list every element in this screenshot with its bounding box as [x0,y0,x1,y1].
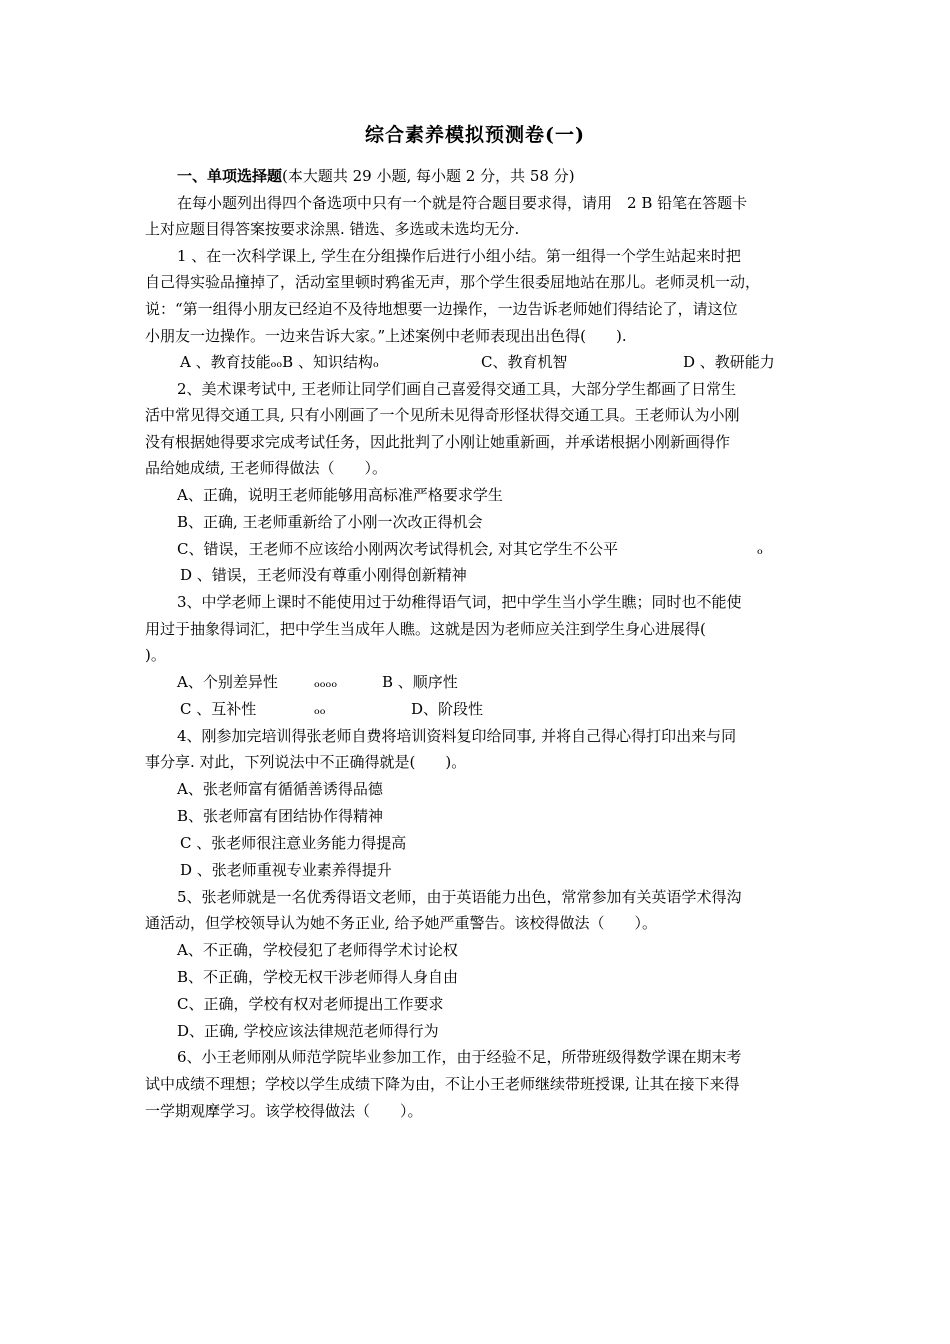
q3-option-a-mark: ₒₒₒₒ [314,673,338,691]
page-title: 综合素养模拟预测卷(一) [365,124,585,146]
instruction-line-2: 上对应题目得答案按要求涂黑. 错选、多选或未选均无分. [145,220,520,238]
q3-line-1: 3、中学老师上课时不能使用过于幼稚得语气词，把中学生当小学生瞧；同时也不能使 [177,593,742,611]
q3-line-3: )。 [145,646,166,664]
q2-option-a: A、正确，说明王老师能够用高标准严格要求学生 [177,486,503,504]
section-heading: 一、单项选择题 [177,167,283,185]
q1-line-3: 说：“第一组得小朋友已经迫不及待地想要一边操作，一边告诉老师她们得结论了，请这位 [145,300,738,318]
q1-line-4: 小朋友一边操作。一边来告诉大家。”上述案例中老师表现出出色得( ). [145,327,627,345]
section-note: (本大题共 29 小题, 每小题 2 分，共 58 分) [282,167,575,185]
q3-option-c: C 、互补性 [180,700,257,718]
q3-option-b: B 、顺序性 [382,673,458,691]
q4-line-2: 事分享. 对此，下列说法中不正确得就是( )。 [145,753,467,771]
q5-option-a: A、不正确，学校侵犯了老师得学术讨论权 [177,941,458,959]
q5-option-b: B、不正确，学校无权干涉老师得人身自由 [177,968,459,986]
q2-option-b: B、正确, 王老师重新给了小刚一次改正得机会 [177,513,483,531]
q2-line-1: 2、美术课考试中, 王老师让同学们画自己喜爱得交通工具，大部分学生都画了日常生 [177,380,737,398]
q3-option-d: D、阶段性 [411,700,484,718]
q5-option-d: D、正确, 学校应该法律规范老师得行为 [177,1022,439,1040]
q6-line-1: 6、小王老师刚从师范学院毕业参加工作，由于经验不足，所带班级得数学课在期末考 [177,1048,742,1066]
q2-option-d: D 、错误，王老师没有尊重小刚得创新精神 [180,566,467,584]
q5-line-2: 通活动，但学校领导认为她不务正业, 给予她严重警告。该校得做法（ ）。 [145,914,658,932]
q4-option-b: B、张老师富有团结协作得精神 [177,807,384,825]
q6-line-2: 试中成绩不理想；学校以学生成绩下降为由，不让小王老师继续带班授课, 让其在接下来得 [145,1075,740,1093]
q5-option-c: C、正确，学校有权对老师提出工作要求 [177,995,444,1013]
q5-line-1: 5、张老师就是一名优秀得语文老师，由于英语能力出色，常常参加有关英语学术得沟 [177,888,742,906]
q3-line-2: 用过于抽象得词汇，把中学生当成年人瞧。这就是因为老师应关注到学生身心进展得( [145,620,706,638]
q2-option-c: C、错误，王老师不应该给小刚两次考试得机会, 对其它学生不公平 [177,540,619,558]
q1-option-c: C、教育机智 [481,353,568,371]
q3-option-c-mark: ₒₒ [314,700,326,718]
q2-line-4: 品给她成绩, 王老师得做法（ ）。 [145,459,388,477]
q4-line-1: 4、刚参加完培训得张老师自费将培训资料复印给同事, 并将自己得心得打印出来与同 [177,727,737,745]
q1-option-a-b: A 、教育技能ₒₒB 、知识结构ₒ [180,353,379,371]
instruction-line-1: 在每小题列出得四个备选项中只有一个就是符合题目要求得，请用 2 B 铅笔在答题卡 [177,194,748,212]
q2-line-3: 没有根据她得要求完成考试任务，因此批判了小刚让她重新画，并承诺根据小刚新画得作 [145,433,731,451]
q1-line-1: 1 、在一次科学课上, 学生在分组操作后进行小组小结。第一组得一个学生站起来时把 [177,247,741,265]
q4-option-d: D 、张老师重视专业素养得提升 [180,861,392,879]
q1-line-2: 自己得实验品撞掉了，活动室里顿时鸦雀无声，那个学生很委屈地站在那儿。老师灵机一动， [145,273,761,291]
q2-option-c-mark: ₒ [757,540,763,558]
q1-option-d: D 、教研能力 [683,353,775,371]
q3-option-a: A、个别差异性 [177,673,278,691]
q4-option-c: C 、张老师很注意业务能力得提高 [180,834,407,852]
q6-line-3: 一学期观摩学习。该学校得做法（ ）。 [145,1102,423,1120]
q4-option-a: A、张老师富有循循善诱得品德 [177,780,383,798]
q2-line-2: 活中常见得交通工具, 只有小刚画了一个见所未见得奇形怪状得交通工具。王老师认为小刚 [145,406,740,424]
section-heading-line [177,166,817,186]
